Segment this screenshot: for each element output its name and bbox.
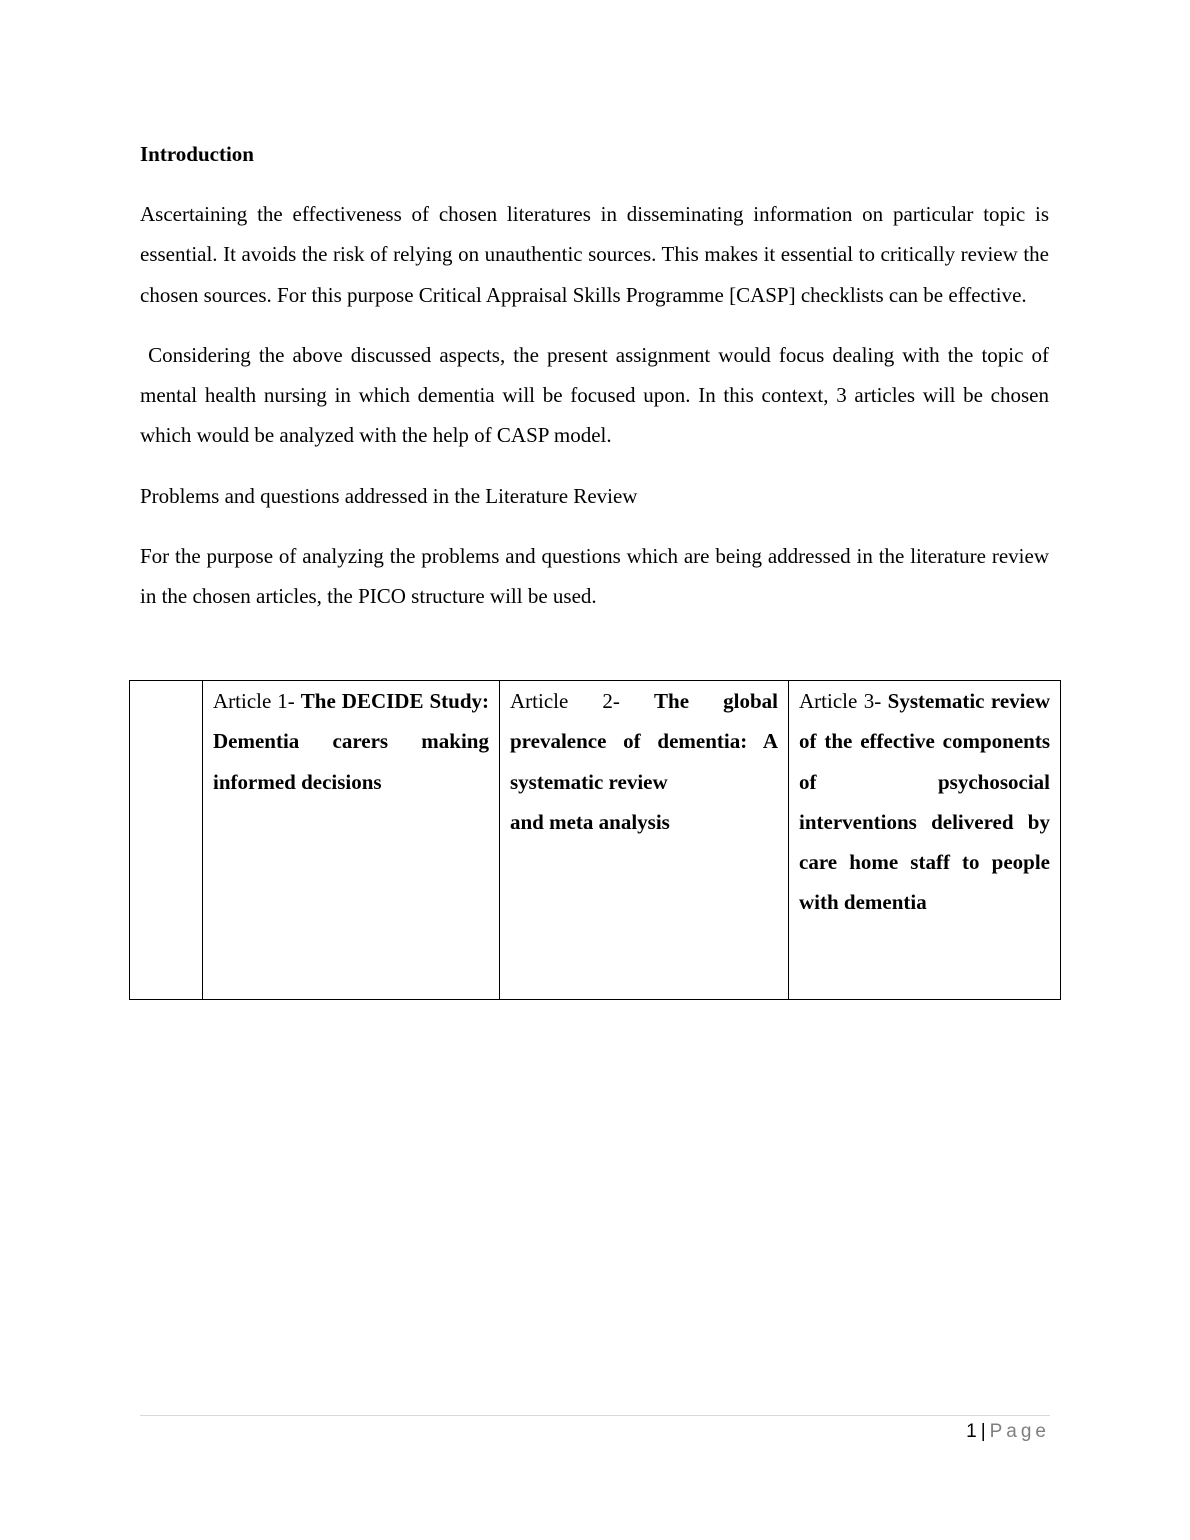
article-3-lead: Article 3- [799,689,888,713]
intro-paragraph-2: Considering the above discussed aspects, the present assignment would focus dealing with the topic of mental health nursing in which dementia will be focused upon. In this context, 3 articles will be chosen which would be analyzed with the help of CASP model. [140,342,1055,448]
table-row [130,681,1061,1000]
page-number: 1 [966,1421,977,1442]
intro-paragraph-1: Ascertaining the effectiveness of chosen literatures in disseminating information on particular topic is essential. It avoids the risk of relying on unauthentic sources. This makes it essential to critically review the chosen sources. For this purpose Critical Appraisal Skills Programme [CASP] checklists can be effective. [140,202,1049,307]
pico-paragraph: For the purpose of analyzing the problems and questions which are being addressed in the literature review in the chosen articles, the PICO structure will be used. [140,544,1049,609]
table-cell-article-2 [500,681,789,1000]
table-cell-empty [130,681,203,1000]
article-3-title: Systematic review of the effective components of psychosocial interventions delivered by care home staff to people with dementia [799,689,1050,915]
footer-divider [140,1415,1050,1416]
article-2-lead: Article 2- [510,689,655,713]
pico-table [129,680,1061,1000]
section-heading: Introduction [140,142,254,166]
subheading-problems: Problems and questions addressed in the Literature Review [140,483,638,508]
pico-table-wrapper [129,680,1061,1000]
article-2-title-continuation: and meta analysis [510,809,670,834]
footer-separator: | [980,1421,986,1442]
article-1-title: The DECIDE Study: Dementia carers making informed decisions [213,689,490,794]
article-1-lead: Article 1- [213,689,301,713]
table-cell-article-1 [203,681,500,1000]
table-cell-article-3 [789,681,1061,1000]
document-body [140,134,1055,637]
page-footer [966,1419,1050,1445]
page-label: Page [989,1421,1050,1442]
article-2-title: The global prevalence of dementia: A systematic review [510,689,779,794]
